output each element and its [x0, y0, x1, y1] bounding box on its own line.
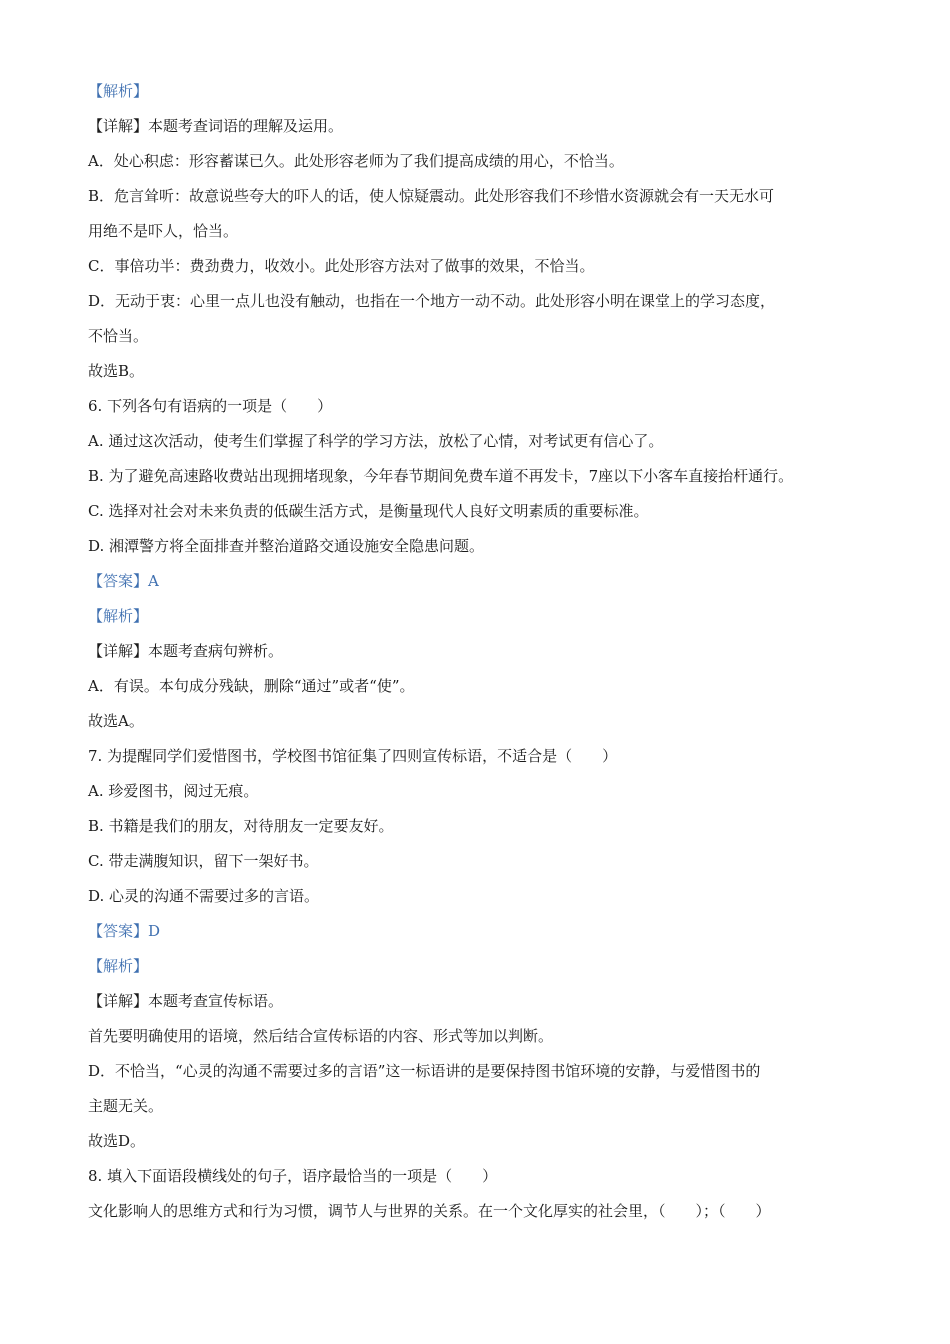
question-option: B. 书籍是我们的朋友，对待朋友一定要友好。 — [88, 817, 394, 835]
conclusion-line: 故选D。 — [88, 1132, 146, 1150]
analysis-header: 【解析】 — [88, 82, 149, 100]
question-option: A. 珍爱图书，阅过无痕。 — [88, 782, 259, 800]
question-option: B. 为了避免高速路收费站出现拥堵现象，今年春节期间免费车道不再发卡，7座以下小客车直接抬杆通行。 — [88, 467, 794, 485]
analysis-header: 【解析】 — [88, 607, 149, 625]
option-explanation-continued: 不恰当。 — [88, 327, 149, 345]
answer-line: 【答案】A — [88, 572, 159, 590]
option-explanation: A．处心积虑：形容蓄谋已久。此处形容老师为了我们提高成绩的用心，不恰当。 — [88, 152, 624, 170]
detail-line: 【详解】本题考查病句辨析。 — [88, 642, 284, 660]
option-explanation: B．危言耸听：故意说些夸大的吓人的话，使人惊疑震动。此处形容我们不珍惜水资源就会有一天无水可 — [88, 187, 775, 205]
option-explanation: D．无动于衷：心里一点儿也没有触动，也指在一个地方一动不动。此处形容小明在课堂上的学习态度， — [88, 292, 776, 310]
question-option: D. 湘潭警方将全面排查并整治道路交通设施安全隐患问题。 — [88, 537, 485, 555]
option-explanation: C．事倍功半：费劲费力，收效小。此处形容方法对了做事的效果，不恰当。 — [88, 257, 595, 275]
question-stem: 8. 填入下面语段横线处的句子，语序最恰当的一项是（ ） — [88, 1167, 498, 1185]
detail-line: 【详解】本题考查宣传标语。 — [88, 992, 284, 1010]
question-stem: 6. 下列各句有语病的一项是（ ） — [88, 397, 333, 415]
explanation-line: 首先要明确使用的语境，然后结合宣传标语的内容、形式等加以判断。 — [88, 1027, 554, 1045]
option-explanation: A．有误。本句成分残缺，删除“通过”或者“使”。 — [88, 677, 415, 695]
conclusion-line: 故选B。 — [88, 362, 145, 380]
answer-line: 【答案】D — [88, 922, 161, 940]
conclusion-line: 故选A。 — [88, 712, 144, 730]
question-passage: 文化影响人的思维方式和行为习惯，调节人与世界的关系。在一个文化厚实的社会里，（ ）；（ ） — [88, 1202, 771, 1220]
detail-line: 【详解】本题考查词语的理解及运用。 — [88, 117, 344, 135]
option-explanation-continued: 用绝不是吓人，恰当。 — [88, 222, 239, 240]
option-explanation-continued: 主题无关。 — [88, 1097, 164, 1115]
question-option: C. 带走满腹知识，留下一架好书。 — [88, 852, 319, 870]
question-option: C. 选择对社会对未来负责的低碳生活方式，是衡量现代人良好文明素质的重要标准。 — [88, 502, 649, 520]
question-option: D. 心灵的沟通不需要过多的言语。 — [88, 887, 320, 905]
option-explanation: D．不恰当，“心灵的沟通不需要过多的言语”这一标语讲的是要保持图书馆环境的安静，与爱惜图书的 — [88, 1062, 761, 1080]
analysis-header: 【解析】 — [88, 957, 149, 975]
question-option: A. 通过这次活动，使考生们掌握了科学的学习方法，放松了心情，对考试更有信心了。 — [88, 432, 664, 450]
question-stem: 7. 为提醒同学们爱惜图书，学校图书馆征集了四则宣传标语，不适合是（ ） — [88, 747, 618, 765]
